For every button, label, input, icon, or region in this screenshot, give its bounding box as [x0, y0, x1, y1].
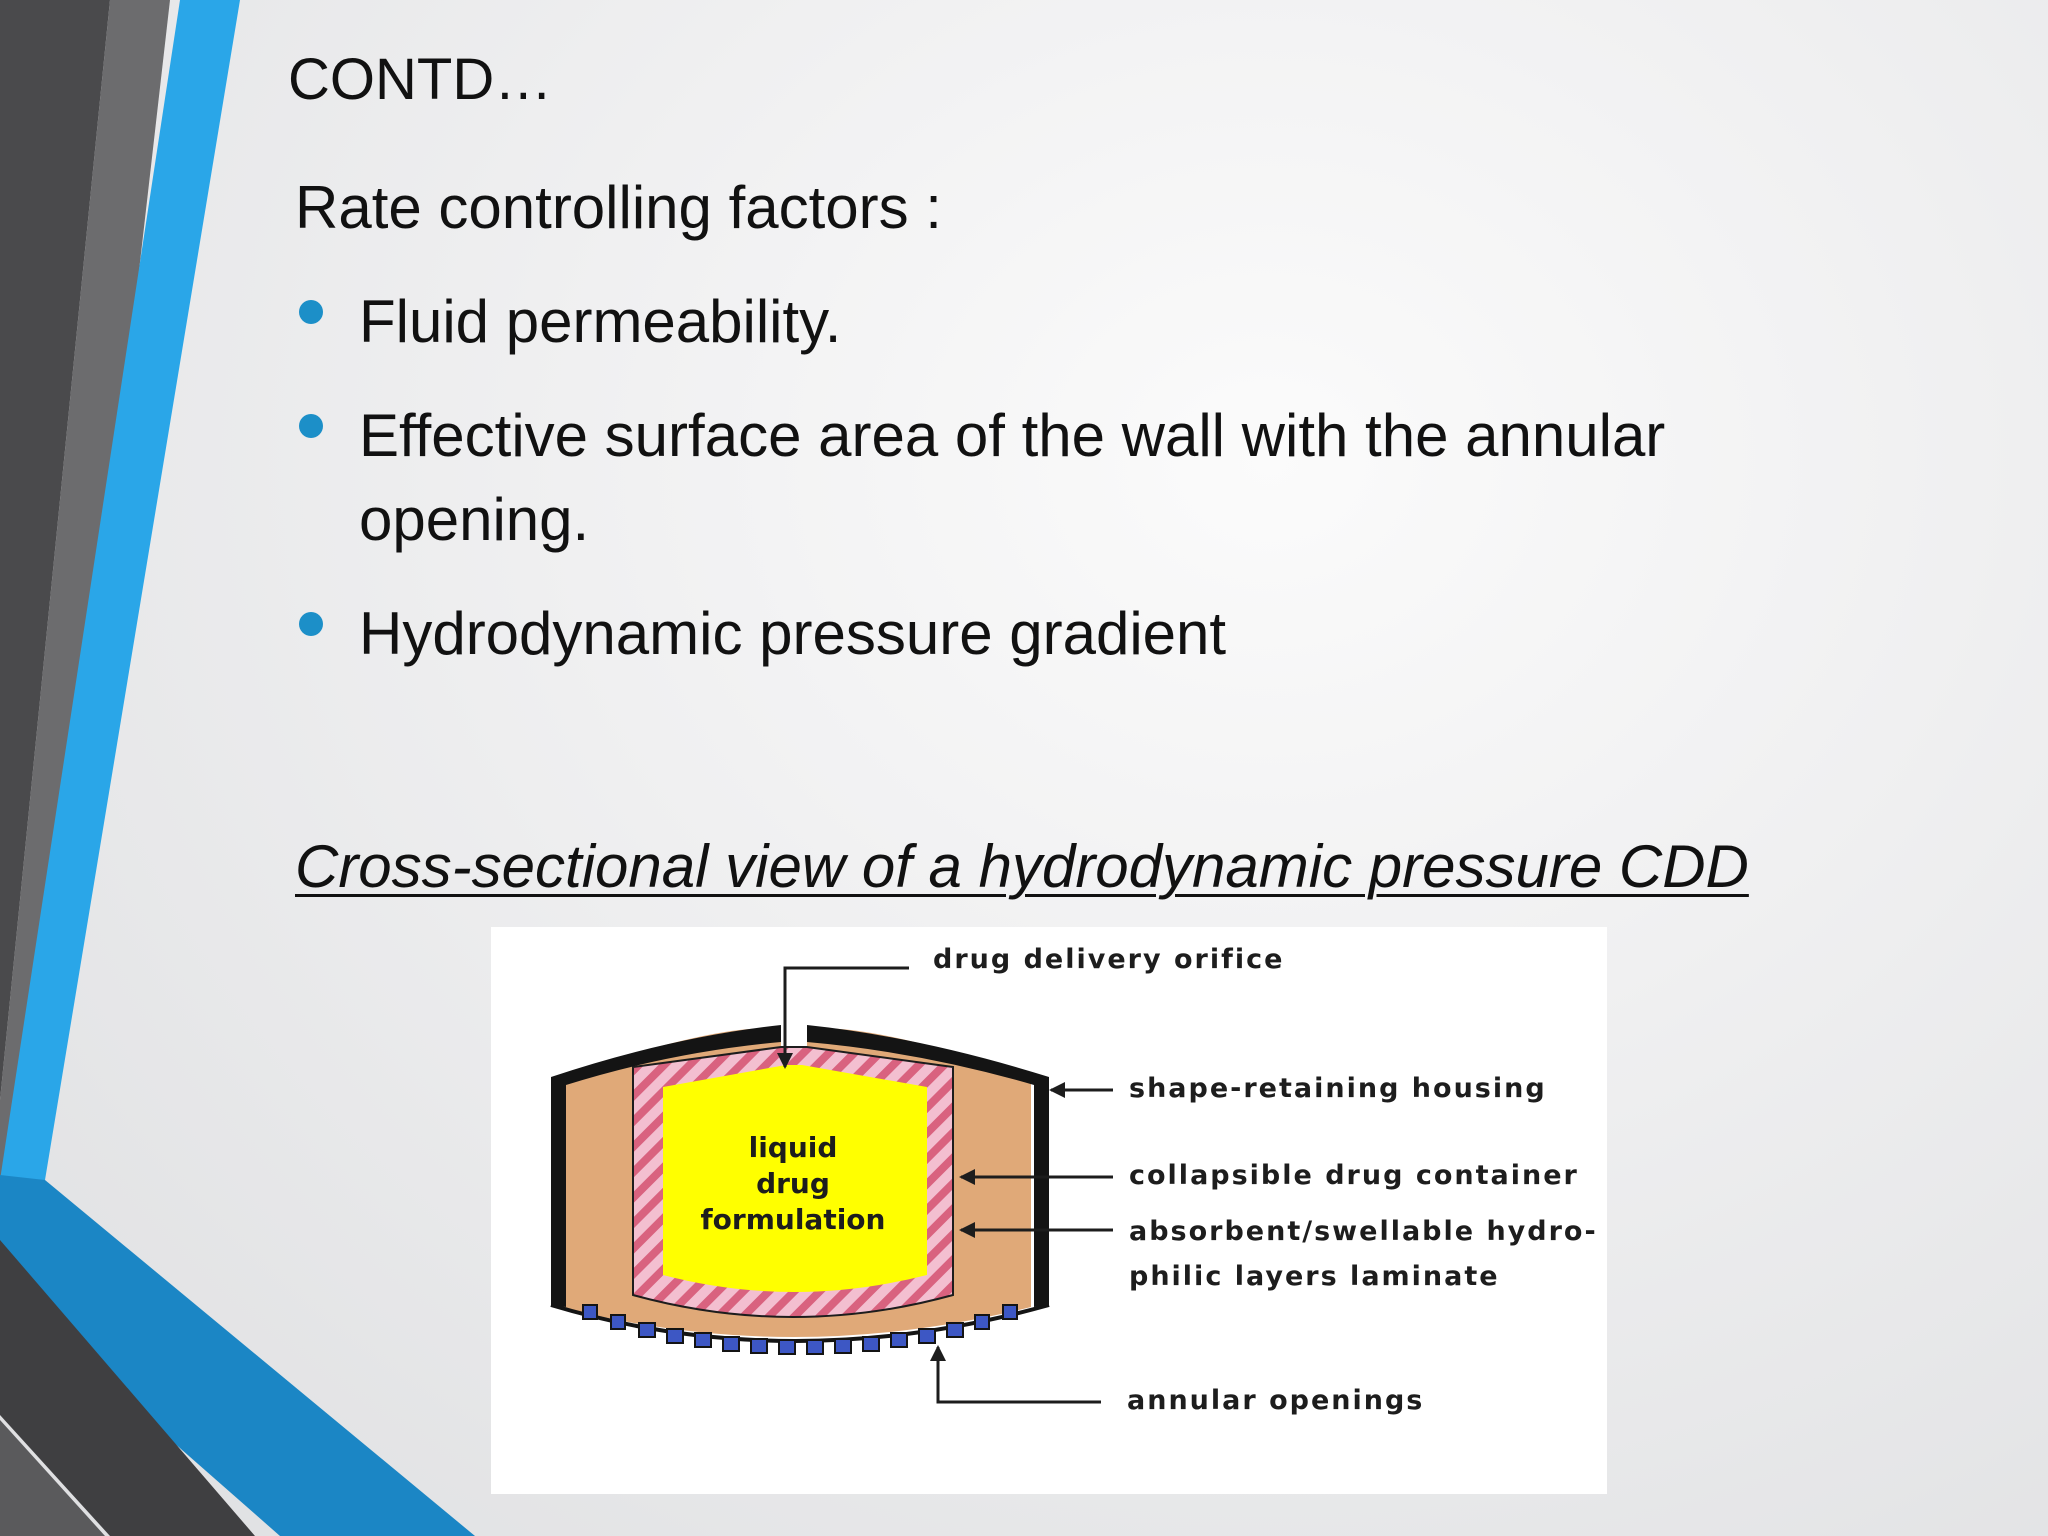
section-subheading: Rate controlling factors : — [295, 174, 942, 241]
cdd-cross-section-figure — [491, 927, 1607, 1494]
inner-label-drug: drug — [756, 1167, 830, 1200]
factor-list — [295, 280, 1775, 706]
label-absorbent-laminate-line1: absorbent/swellable hydro- — [1129, 1216, 1598, 1247]
figure-caption: Cross-sectional view of a hydrodynamic pressure CDD — [295, 833, 1749, 900]
label-annular-openings: annular openings — [1127, 1385, 1425, 1416]
inner-label-formulation: formulation — [700, 1203, 886, 1236]
label-absorbent-laminate-line2: philic layers laminate — [1129, 1261, 1500, 1292]
slide-title: CONTD… — [288, 47, 553, 112]
factor-bullet-fluid-permeability: Fluid permeability. — [295, 280, 1775, 364]
factor-bullet-pressure-gradient: Hydrodynamic pressure gradient — [295, 592, 1775, 676]
factor-bullet-surface-area: Effective surface area of the wall with the annular opening. — [295, 394, 1775, 562]
label-collapsible-drug-container: collapsible drug container — [1129, 1160, 1579, 1191]
label-drug-delivery-orifice: drug delivery orifice — [933, 944, 1285, 975]
label-shape-retaining-housing: shape-retaining housing — [1129, 1073, 1547, 1104]
inner-label-liquid: liquid — [748, 1131, 838, 1164]
